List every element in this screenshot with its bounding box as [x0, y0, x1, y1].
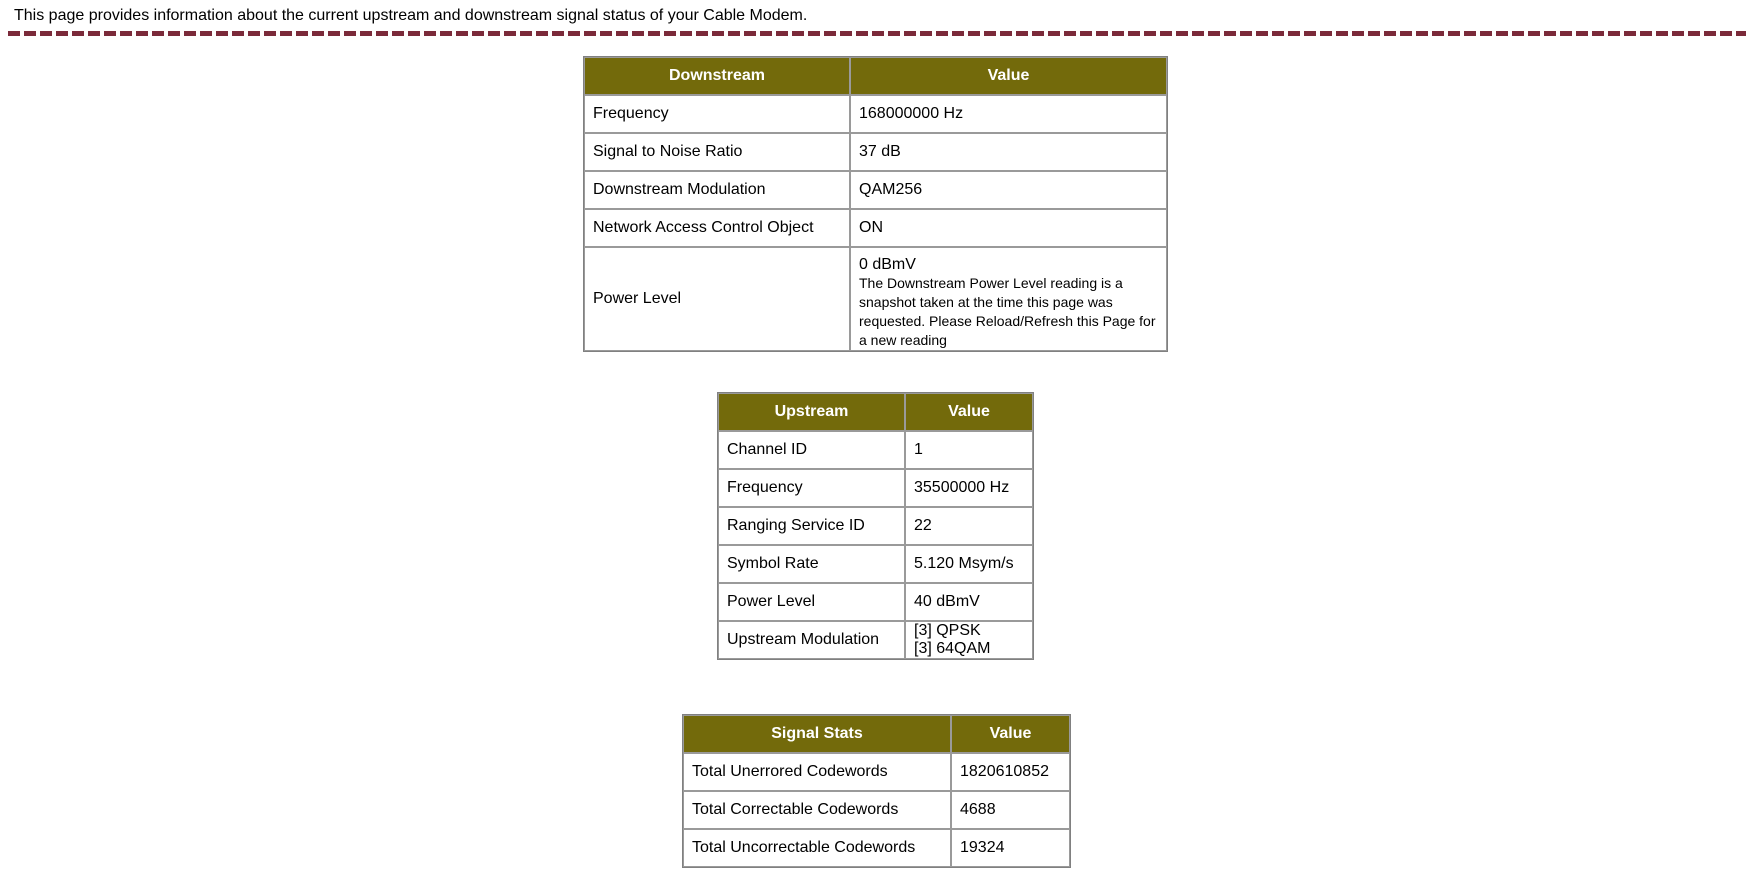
- row-value: 37 dB: [850, 133, 1167, 171]
- table-header-row: [683, 715, 1070, 753]
- row-label: Total Uncorrectable Codewords: [683, 829, 951, 867]
- row-value: 40 dBmV: [905, 583, 1033, 621]
- row-value: 22: [905, 507, 1033, 545]
- modulation-value: [3] QPSK: [914, 622, 981, 639]
- table-row: [584, 209, 1167, 247]
- column-header: Value: [905, 393, 1033, 431]
- row-value: QAM256: [850, 171, 1167, 209]
- table-header-row: [718, 393, 1033, 431]
- row-label: Downstream Modulation: [584, 171, 850, 209]
- row-label: Frequency: [584, 95, 850, 133]
- row-label: Signal to Noise Ratio: [584, 133, 850, 171]
- row-value: 35500000 Hz: [905, 469, 1033, 507]
- row-value: 168000000 Hz: [850, 95, 1167, 133]
- signal-stats-table: [682, 714, 1071, 868]
- column-header: Signal Stats: [683, 715, 951, 753]
- row-value-cell: [905, 621, 1033, 659]
- table-row: [718, 507, 1033, 545]
- table-row: [718, 431, 1033, 469]
- row-label: Symbol Rate: [718, 545, 905, 583]
- row-label: Total Unerrored Codewords: [683, 753, 951, 791]
- row-label: Upstream Modulation: [718, 621, 905, 659]
- row-label: Frequency: [718, 469, 905, 507]
- column-header: Downstream: [584, 57, 850, 95]
- page-description: This page provides information about the current upstream and downstream signal status of your Cable Modem.: [14, 7, 808, 24]
- row-label: Ranging Service ID: [718, 507, 905, 545]
- row-value: 19324: [951, 829, 1070, 867]
- upstream-table: [717, 392, 1034, 660]
- table-row: [584, 95, 1167, 133]
- row-value: 1820610852: [951, 753, 1070, 791]
- table-row: [718, 469, 1033, 507]
- column-header: Value: [850, 57, 1167, 95]
- table-row-modulation: [718, 621, 1033, 659]
- row-value: 4688: [951, 791, 1070, 829]
- power-level-value: 0 dBmV: [859, 256, 916, 273]
- column-header: Upstream: [718, 393, 905, 431]
- row-label: Total Correctable Codewords: [683, 791, 951, 829]
- row-label: Power Level: [584, 247, 850, 351]
- dashed-divider: [8, 31, 1746, 36]
- table-row-power-level: [584, 247, 1167, 351]
- table-row: [718, 583, 1033, 621]
- downstream-table: [583, 56, 1168, 352]
- table-row: [584, 133, 1167, 171]
- table-row: [683, 791, 1070, 829]
- table-row: [683, 753, 1070, 791]
- power-level-note: The Downstream Power Level reading is a snapshot taken at the time this page was requested. Please Reload/Refresh this Page for a new reading: [859, 275, 1156, 348]
- column-header: Value: [951, 715, 1070, 753]
- row-value: ON: [850, 209, 1167, 247]
- row-label: Power Level: [718, 583, 905, 621]
- row-value: 1: [905, 431, 1033, 469]
- row-value: 5.120 Msym/s: [905, 545, 1033, 583]
- table-row: [584, 171, 1167, 209]
- row-value-cell: [850, 247, 1167, 351]
- table-row: [683, 829, 1070, 867]
- table-row: [718, 545, 1033, 583]
- row-label: Network Access Control Object: [584, 209, 850, 247]
- modulation-value: [3] 64QAM: [914, 640, 991, 657]
- table-header-row: [584, 57, 1167, 95]
- row-label: Channel ID: [718, 431, 905, 469]
